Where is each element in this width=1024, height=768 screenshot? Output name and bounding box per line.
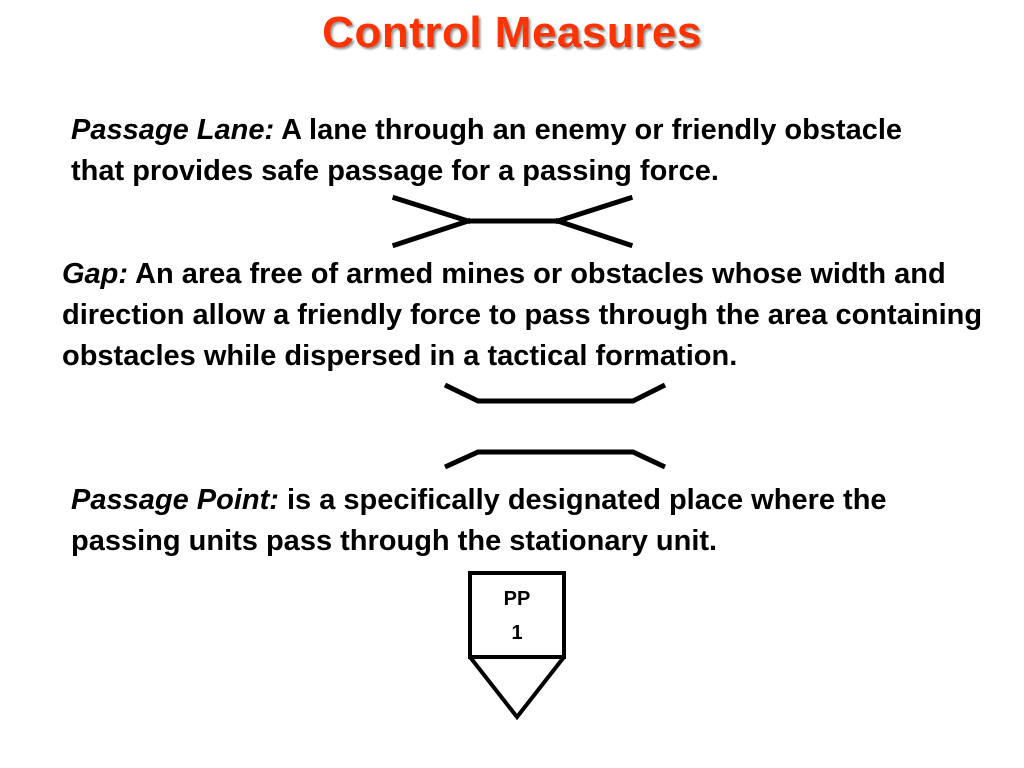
gap-upper-line (445, 385, 665, 401)
passage-point-label-number: 1 (511, 622, 523, 644)
gap-symbol (445, 385, 665, 467)
passage-point-label-pp: PP (503, 588, 531, 610)
gap-term: Gap: (62, 258, 129, 290)
slide-title: Control Measures (322, 8, 702, 57)
gap-lower-line (445, 452, 665, 467)
passage-lane-term: Passage Lane: (71, 114, 275, 146)
passage-lane-text: A lane through an enemy or friendly obstacle that provides safe passage for a passing force. (71, 114, 903, 187)
passage-point-text: is a specifically designated place where the passing units pass through the stationary unit. (71, 484, 887, 557)
gap-text: An area free of armed mines or obstacles whose width and direction allow a friendly force to pass through the area containing obstacles while dispersed in a tactical formation. (62, 258, 983, 372)
passage-lane-symbol (395, 198, 630, 245)
passage-point-term: Passage Point: (71, 484, 279, 516)
